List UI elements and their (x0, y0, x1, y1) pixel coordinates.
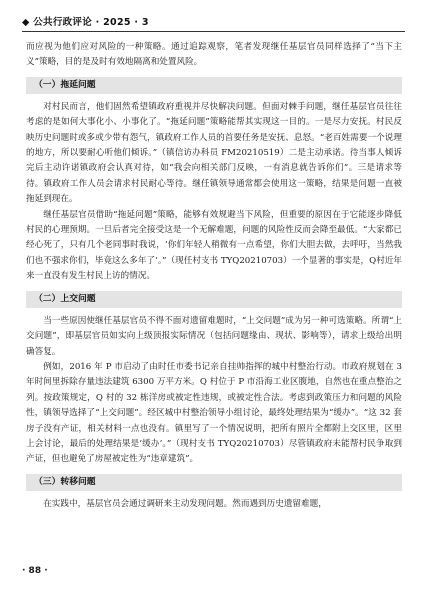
page-number: · 88 · (22, 566, 48, 576)
running-header: ◆ 公共行政评论 · 2025 · 3 (22, 17, 149, 28)
body-paragraph: 对村民而言，他们固然希望镇政府重视并尽快解决问题。但面对棘手问题，继任基层官员往往考虑的是如何大事化小、小事化了。“拖延问题”策略能帮其实现这一目的。一是尽力安抚。村民反映历史问题时或多或少带有怨气，镇政府工作人员的首要任务是安抚、息怒。“老百姓需要一个说理的地方，所以要耐心听他们倾诉。”（镇信访办科员 FM20210519）二是主动承诺。待当事人倾诉完后主动许诺镇政府会认真对待，如“我会向相关部门反映，一有消息就告诉你们”。三是请求等待。镇政府工作人员会请求村民耐心等待。继任镇领导通常都会使用这一策略，结果是问题一直被拖延到现在。 (26, 101, 402, 205)
body-paragraph: 当一些原因使继任基层官员不得不面对遗留难题时，“上交问题”成为另一种可选策略。所谓“上交问题”，即基层官员如实向上级顶报实际情况（包括问题缘由、现状、影响等），请求上级给出明确答复。 (26, 315, 402, 357)
article-body (26, 40, 402, 512)
body-paragraph: 在实践中，基层官员会通过调研来主动发现问题。然而遇到历史遗留难题， (43, 498, 327, 509)
intro-paragraph: 而应视为他们应对风险的一种策略。通过追踪观察，笔者发现继任基层官员同样选择了“当下主义”策略，目的是及时有效地隔离和处置风险。 (26, 42, 402, 68)
section-heading-escalate: （二）上交问题 (26, 291, 402, 308)
body-paragraph: 继任基层官员借助“拖延问题”策略，能够有效规避当下风险，但重要的原因在于它能逐步降低村民的心理预期。一旦后者完全接受这是一个无解难题，问题的风险性反而会降至最低。“大家都已经心死了，只有几个老同事时我说，‘你们年轻人稍微有一点希望，你们大胆去做，去呼吁，当然我们也不强求你们，毕竟这么多年了’。”（现任村支书 TYQ20210703）一个显著的事实是，Q村近年来一直没有发生村民上访的情况。 (26, 209, 402, 282)
body-paragraph: 例如，2016 年 P 市启动了由时任市委书记亲自挂帅指挥的城中村整治行动。市政府规划在 3 年时间里拆除存量违法建筑 6300 万平方米。Q 村位于 P 市沿海工业区腹地，自然也在重点整治之列。按政策规定，Q 村的 32 栋洋房或被定性违规，或被定性合法。考虑到政策压力和问题的风险性，镇领导选择了“上交问题”。经区城中村整治领导小组讨论，最终处理结果为“缓办”。“这 32 套房子没有产证，相关材料一点也没有。镇里写了一个情况说明，把所有照片全都附上交区里，区里上会讨论，最后的处理结果是‘缓办’。”（现村支书 TYQ20210703）尽管镇政府未能帮村民争取到产证，但也避免了房屋被定性为“违章建筑”。 (26, 361, 402, 465)
header-divider (22, 31, 405, 32)
section-heading-transfer: （三）转移问题 (26, 474, 402, 491)
section-heading-delay: （一）拖延问题 (26, 77, 402, 94)
